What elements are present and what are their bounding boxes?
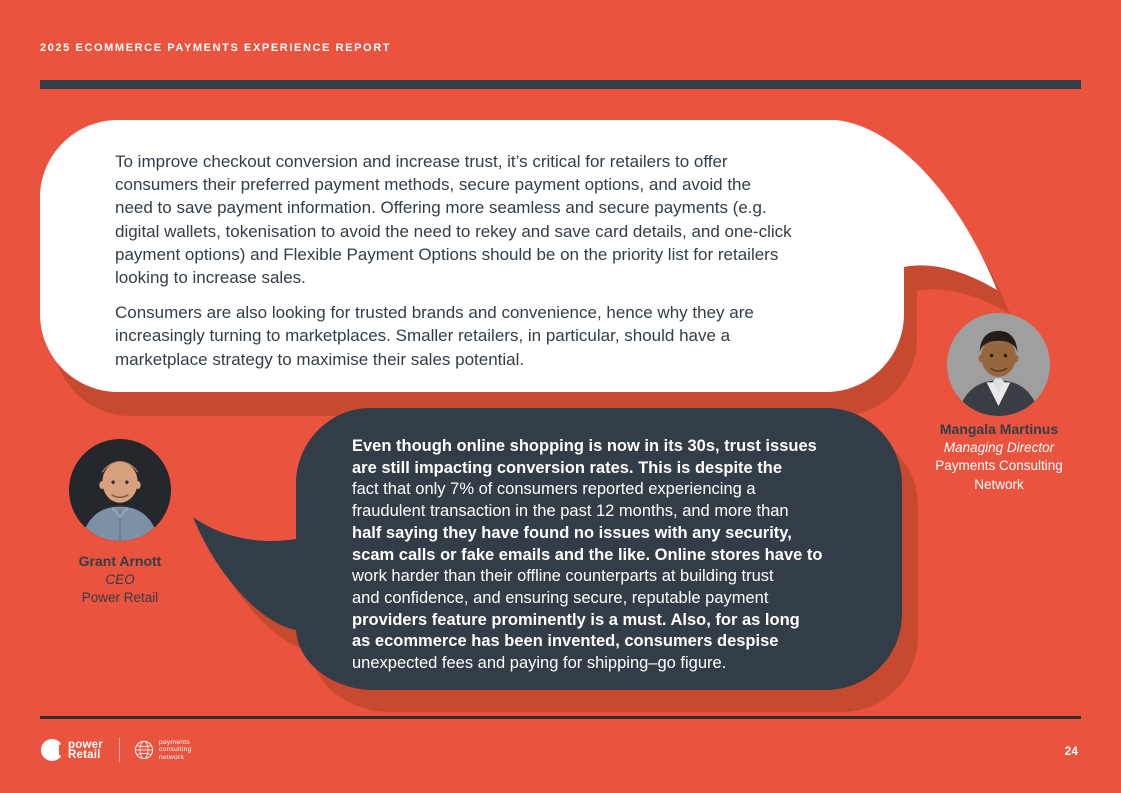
text-line: are still impacting conversion rates. This is despite the (352, 458, 783, 477)
text-line: scam calls or fake emails and the like. Online stores have to (352, 545, 823, 564)
text-line: Even though online shopping is now in its 30s, trust issues (352, 437, 817, 455)
footer-divider-line (40, 716, 1081, 719)
mangala-caption (908, 420, 1090, 494)
power-retail-logo (40, 738, 103, 762)
text-line: consumers their preferred payment methods, secure payment options, and avoid the (115, 175, 751, 195)
text-line: To improve checkout conversion and increase trust, it’s critical for retailers to offer (115, 152, 728, 171)
quote-mangala-text (115, 150, 792, 383)
mangala-portrait-illustration (947, 313, 1050, 416)
grant-portrait-illustration (69, 439, 171, 541)
text-line: and confidence, and ensuring secure, reputable payment (352, 588, 769, 607)
person-name: Grant Arnott (78, 553, 162, 569)
text-line: looking to increase sales. (115, 268, 306, 288)
person-org: Network (974, 476, 1024, 492)
logo-text-line: payments (158, 739, 190, 747)
text-line: fraudulent transaction in the past 12 months, and more than (352, 502, 789, 521)
text-line: marketplace strategy to maximise their sales potential. (115, 349, 525, 369)
text-line: increasingly turning to marketplaces. Smaller retailers, in particular, should have a (115, 326, 731, 346)
text-line: half saying they have found no issues with any security, (352, 523, 792, 542)
text-line: fact that only 7% of consumers reported experiencing a (352, 480, 756, 499)
logo-text-line: Retail (68, 749, 101, 761)
person-name: Mangala Martinus (939, 421, 1059, 437)
logo-text-line: consulting (158, 746, 192, 754)
quote-paragraph (115, 301, 792, 371)
logo-text-line: network (158, 753, 185, 761)
globe-icon (134, 740, 154, 760)
text-line: work harder than their offline counterparts at building trust (352, 567, 774, 586)
text-line: Consumers are also looking for trusted brands and convenience, hence why they are (115, 303, 754, 323)
footer-logo-separator (119, 738, 120, 762)
power-retail-g-arrow-icon (40, 738, 64, 762)
power-retail-logo-text (68, 740, 103, 761)
mangala-portrait-photo (947, 313, 1050, 416)
person-title: Managing Director (943, 439, 1055, 455)
quote-paragraph (115, 150, 792, 289)
grant-caption (38, 552, 202, 608)
person-org: Power Retail (81, 590, 159, 605)
quote-grant-text (352, 436, 822, 675)
person-title: CEO (105, 571, 135, 587)
footer-logos (40, 736, 191, 764)
grant-portrait-photo (69, 439, 171, 541)
text-line: digital wallets, tokenisation to avoid the need to rekey and save card details, and one-click (115, 221, 792, 241)
text-line: providers feature prominently is a must. Also, for as long (352, 610, 800, 629)
text-line: payment options) and Flexible Payment Options should be on the priority list for retailers (115, 244, 779, 264)
text-line: unexpected fees and paying for shipping–go figure. (352, 654, 727, 673)
logo-text-line: power (68, 738, 103, 751)
payments-consulting-network-logo (134, 739, 192, 761)
text-line: as ecommerce has been invented, consumers despise (352, 632, 779, 651)
text-line: need to save payment information. Offering more seamless and secure payments (e.g. (115, 198, 767, 218)
report-title: 2025 ECOMMERCE PAYMENTS EXPERIENCE REPORT (40, 42, 392, 54)
page-number: 24 (1064, 744, 1078, 758)
person-org: Payments Consulting (935, 458, 1063, 473)
pcn-logo-text (159, 739, 192, 761)
